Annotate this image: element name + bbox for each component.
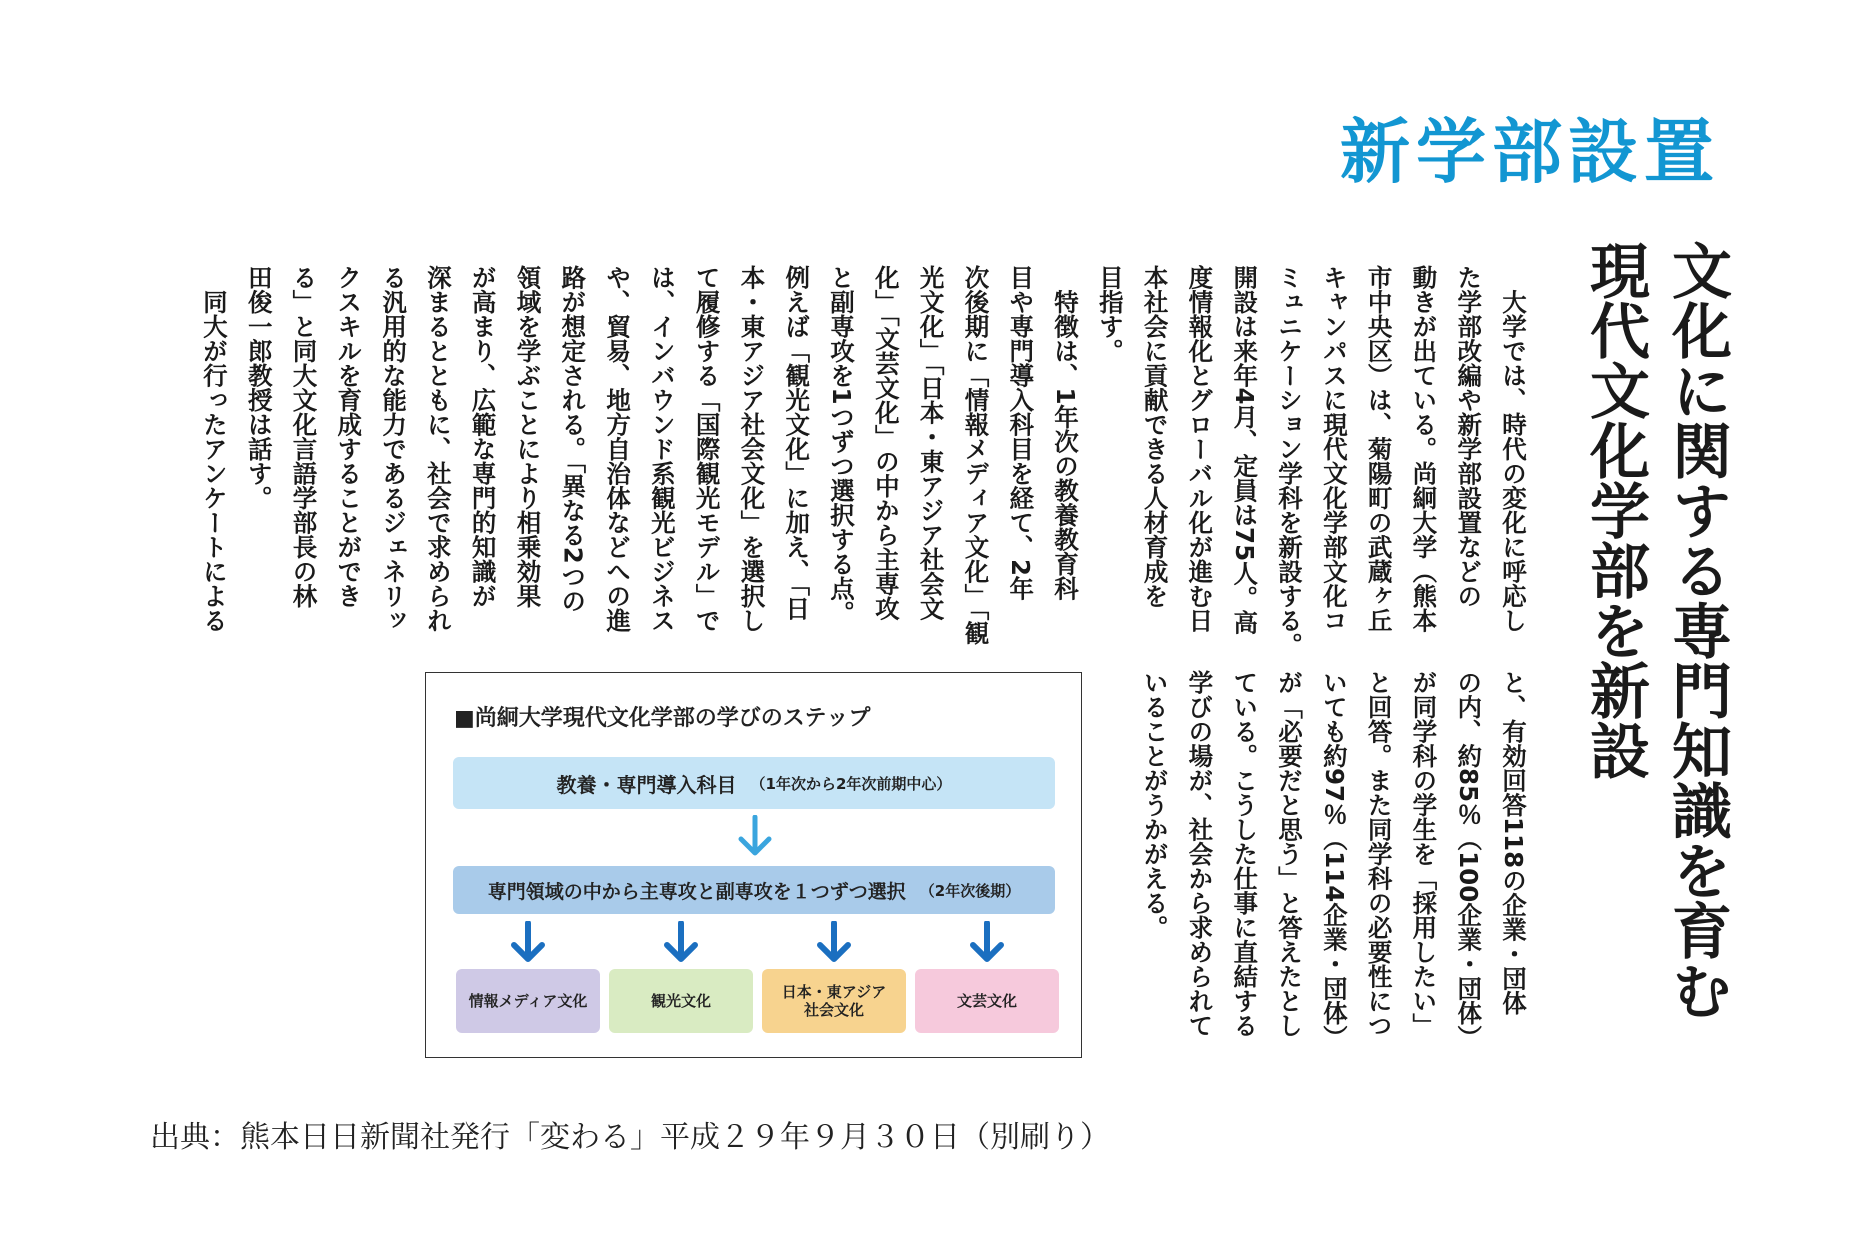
step1-sublabel: （1年次から2年次前期中心）	[750, 774, 952, 793]
step2-label: 専門領域の中から主専攻と副専攻を１つずつ選択	[487, 880, 906, 903]
major-box-east-asia: 日本・東アジア 社会文化	[762, 969, 906, 1033]
step2-sublabel: （2年次後期）	[919, 881, 1021, 900]
arrow-down-icon	[508, 921, 548, 965]
step-major-selection	[453, 866, 1055, 914]
arrow-down-icon	[661, 921, 701, 965]
article-body-bottom: と、有効回答118の企業・団体 の内、約85％（100企業・団体） が同学科の学生を「採用したい」 と回答。また同学科の必要性につ いても約97％（114企業・団体） が「必要だと思う」と答えたとし ている。こうした仕事に直結する 学びの場が、社会から求められて いることがうかがえる。	[1140, 670, 1528, 1050]
article-body-top: 大学では、時代の変化に呼応し た学部改編や新学部設置などの 動きが出ている。尚絅大学（熊本 市中央区）は、菊陽町の武蔵ヶ丘 キャンパスに現代文化学部文化コ ミュニケーション学科を新設する。 開設は来年4月、定員は75人。高 度情報化とグローバル化が進む日 本社会に貢献できる人材育成を 目指す。 特徴は、1年次の教養教育科 目や専門導入科目を経て、2年 次後期に「情報メディア文化」「観 光文化」「日本・東アジア社会文 化」「文芸文化」の中から主専攻 と副専攻を1つずつ選択する点。 例えば「観光文化」に加え、「日 本・東アジア社会文化」を選択し て履修する「国際観光モデル」で は、インバウンド系観光ビジネス や、貿易、地方自治体などへの進 路が想定される。「異なる2つの 領域を学ぶことにより相乗効果 が高まり、広範な専門的知識が 深まるとともに、社会で求められ る汎用的な能力であるジェネリッ クスキルを育成することができ る」と同大文化言語学部長の林 田俊一郎教授は話す。 同大が行ったアンケートによる	[199, 265, 1528, 657]
major-box-literature: 文芸文化	[915, 969, 1059, 1033]
major-box-media: 情報メディア文化	[456, 969, 600, 1033]
arrow-down-icon	[735, 815, 775, 859]
source-citation: 出典：熊本日日新聞社発行「変わる」平成２９年９月３０日（別刷り）	[150, 1120, 1110, 1155]
step-general-education	[453, 757, 1055, 809]
headline: 文化に関する専門知識を育む 現代文化学部を新設	[1580, 240, 1732, 1020]
arrow-down-icon	[814, 921, 854, 965]
step1-label: 教養・専門導入科目	[556, 772, 737, 797]
major-box-tourism: 観光文化	[609, 969, 753, 1033]
learning-steps-figure	[425, 672, 1082, 1058]
figure-caption: ■尚絅大学現代文化学部の学びのステップ	[454, 706, 871, 731]
section-title: 新学部設置	[1340, 111, 1720, 193]
arrow-down-icon	[967, 921, 1007, 965]
